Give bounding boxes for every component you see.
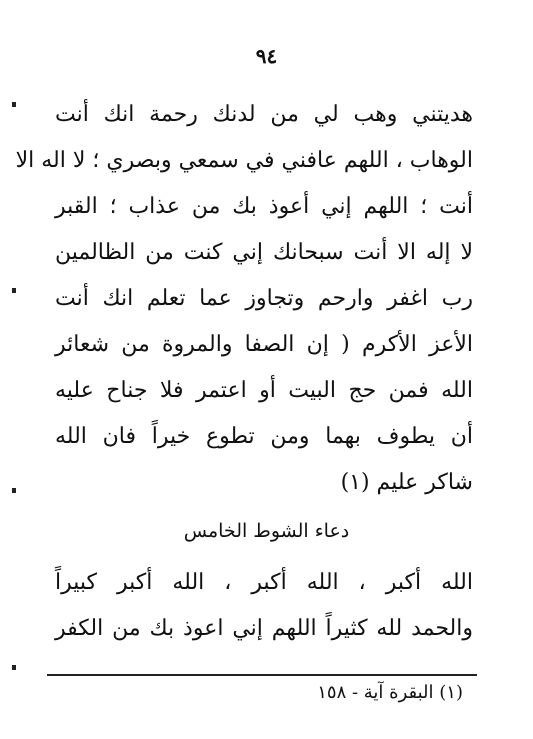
text-line: شاكر عليم (١): [340, 470, 473, 495]
text-line: الله أكبر ، الله أكبر ، الله أكبر كبيراً: [55, 570, 473, 595]
main-paragraph: [15, 92, 473, 506]
section-heading: دعاء الشوط الخامس: [183, 520, 350, 542]
text-line: أنت ؛ اللهم إني أعوذ بك من عذاب ؛ القبر: [55, 194, 473, 219]
text-line: الأعز الأكرم ( إن الصفا والمروة من شعائر: [55, 332, 473, 357]
margin-mark: [12, 488, 16, 493]
text-line: أن يطوف بهما ومن تطوع خيراً فان الله: [55, 424, 473, 449]
text-line: لا إله الا أنت سبحانك إني كنت من الظالمين: [55, 240, 473, 265]
margin-mark: [12, 102, 16, 107]
text-line: الله فمن حج البيت أو اعتمر فلا جناح عليه: [55, 378, 473, 403]
margin-mark: [12, 665, 16, 670]
text-line: رب اغفر وارحم وتجاوز عما تعلم انك أنت: [55, 286, 473, 311]
text-line: والحمد لله كثيراً اللهم إني اعوذ بك من الكفر: [55, 616, 473, 641]
second-paragraph: [55, 560, 473, 652]
text-line: هديتني وهب لي من لدنك رحمة انك أنت: [55, 102, 473, 127]
footnote: (١) البقرة آية - ١٥٨: [317, 682, 463, 703]
footnote-divider: [47, 674, 477, 676]
text-line: الوهاب ، اللهم عافني في سمعي وبصري ؛ لا اله الا: [15, 148, 473, 173]
page-number: ٩٤: [255, 44, 278, 68]
margin-mark: [12, 288, 16, 293]
